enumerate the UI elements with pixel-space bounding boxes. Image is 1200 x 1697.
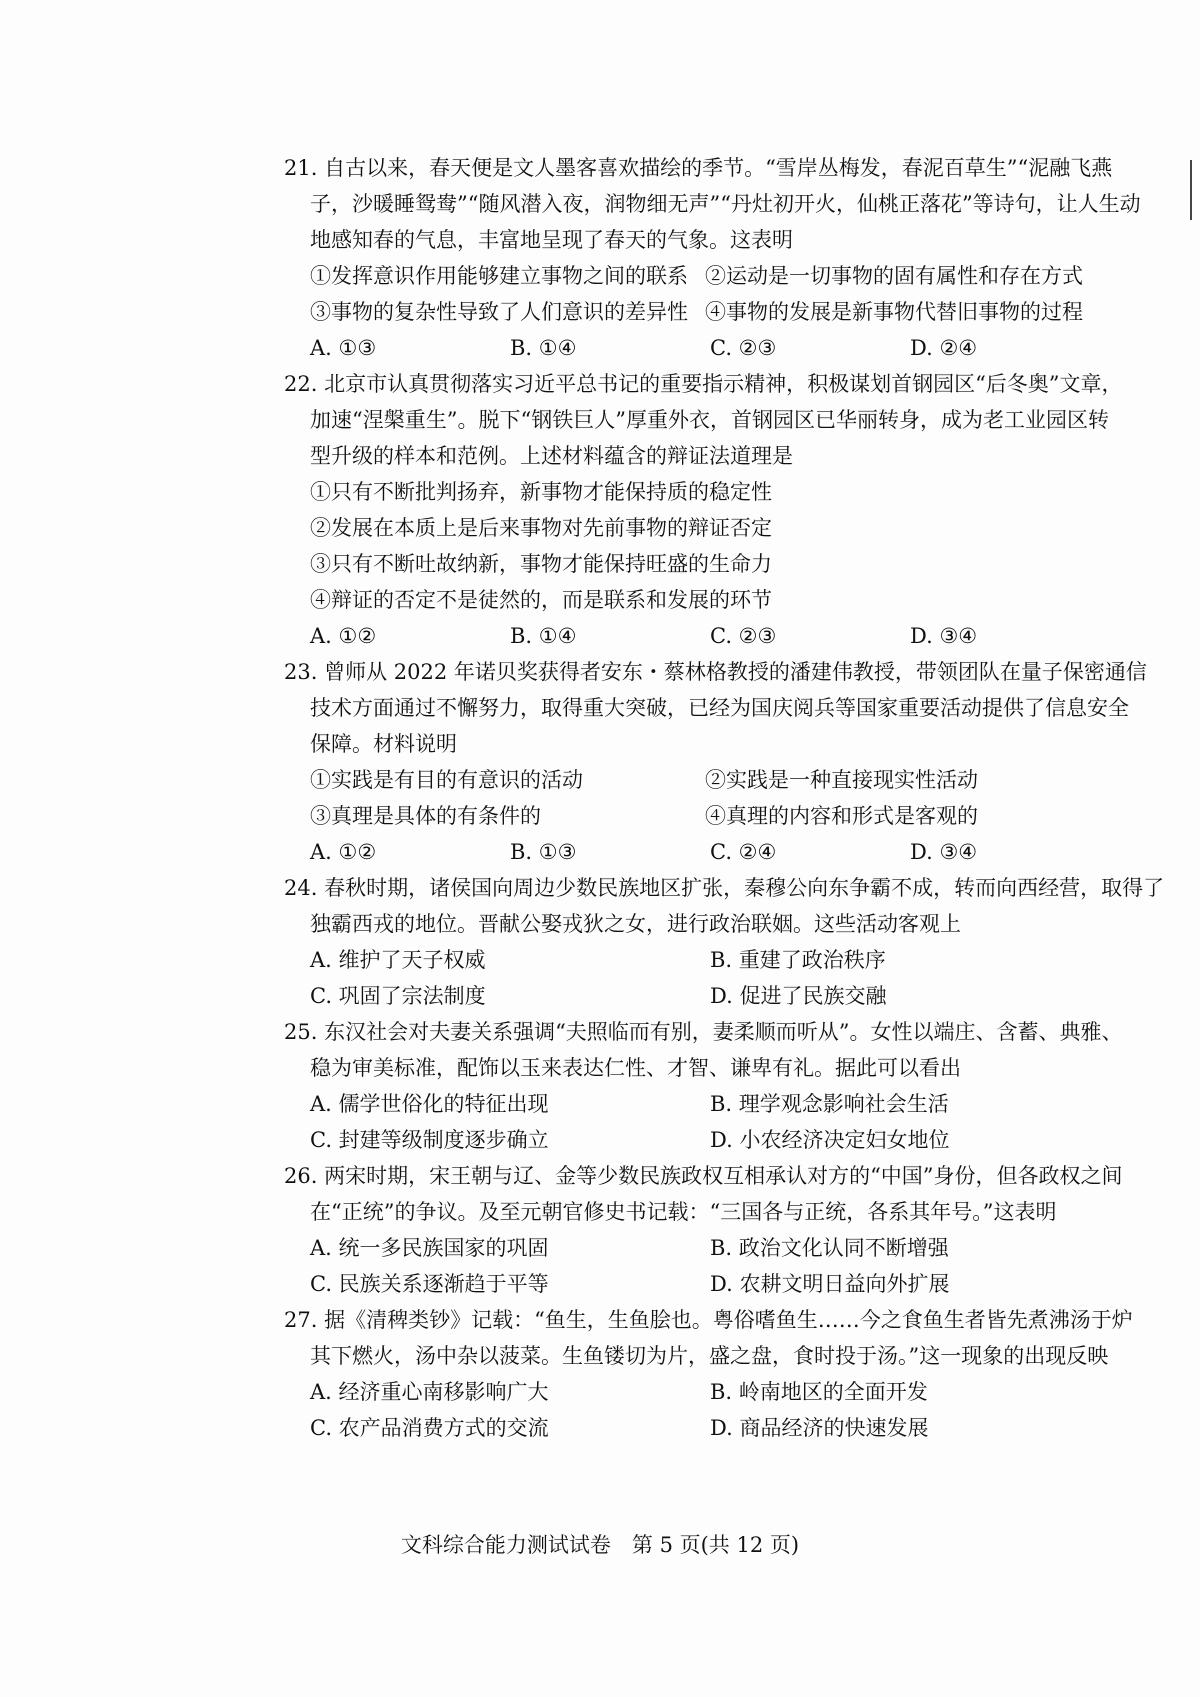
statement: ②发展在本质上是后来事物对先前事物的辩证否定 [310,516,772,540]
question-list [284,150,1170,1446]
statement: ②实践是一种直接现实性活动 [705,768,978,792]
question-line: 地感知春的气息，丰富地呈现了春天的气象。这表明 [310,228,793,252]
question-line: 27. 据《清稗类钞》记载：“鱼生，生鱼脍也。粤俗嗜鱼生……今之食鱼生者皆先煮沸汤于炉 [284,1308,1133,1332]
statement: ③真理是具体的有条件的 [310,804,541,828]
question-line: 子，沙暖睡鸳鸯”“随风潜入夜，润物细无声”“丹灶初开火，仙桃正落花”等诗句，让人生动 [310,192,1141,216]
question-line: 21. 自古以来，春天便是文人墨客喜欢描绘的季节。“雪岸丛梅发，春泥百草生”“泥融飞燕 [284,156,1113,180]
option-row [310,1122,1170,1158]
question-24 [284,870,1170,1014]
question-line: 26. 两宋时期，宋王朝与辽、金等少数民族政权互相承认对方的“中国”身份，但各政权之间 [284,1164,1123,1188]
option: A. 维护了天子权威 [310,948,486,972]
question-line: 其下燃火，汤中杂以菠菜。生鱼镂切为片，盛之盘，食时投于汤。”这一现象的出现反映 [310,1344,1109,1368]
option-row [310,1230,1170,1266]
option: B. ①③ [510,840,577,864]
statement: ②运动是一切事物的固有属性和存在方式 [705,264,1083,288]
option: D. 小农经济决定妇女地位 [710,1128,950,1152]
option-row [310,1266,1170,1302]
statement: ④事物的发展是新事物代替旧事物的过程 [705,300,1083,324]
option: B. ①④ [510,624,577,648]
question-line: 稳为审美标准，配饰以玉来表达仁性、才智、谦卑有礼。据此可以看出 [310,1056,961,1080]
option: A. ①③ [310,336,377,360]
option: C. ②③ [710,336,777,360]
option: A. 统一多民族国家的巩固 [310,1236,549,1260]
question-line: 独霸西戎的地位。晋献公娶戎狄之女，进行政治联姻。这些活动客观上 [310,912,961,936]
option: A. 儒学世俗化的特征出现 [310,1092,549,1116]
question-26 [284,1158,1170,1302]
question-line: 技术方面通过不懈努力，取得重大突破，已经为国庆阅兵等国家重要活动提供了信息安全 [310,696,1129,720]
option: B. 政治文化认同不断增强 [710,1236,949,1260]
option-row [310,330,1170,366]
option: C. 农产品消费方式的交流 [310,1416,549,1440]
statement: ③事物的复杂性导致了人们意识的差异性 [310,300,688,324]
option-row [310,978,1170,1014]
question-22 [284,366,1170,654]
option: B. 理学观念影响社会生活 [710,1092,949,1116]
option-row [310,1086,1170,1122]
option: B. 重建了政治秩序 [710,948,886,972]
option: C. 民族关系逐渐趋于平等 [310,1272,549,1296]
option: C. 巩固了宗法制度 [310,984,486,1008]
statement-row [310,798,1170,834]
statement: ④辩证的否定不是徒然的，而是联系和发展的环节 [310,588,772,612]
question-line: 23. 曾师从 2022 年诺贝奖获得者安东・蔡林格教授的潘建伟教授，带领团队在量子保密通信 [284,660,1147,684]
option: C. ②④ [710,840,777,864]
statement: ①实践是有目的有意识的活动 [310,768,583,792]
option: B. ①④ [510,336,577,360]
page-footer: 文科综合能力测试试卷 第 5 页(共 12 页) [400,1533,800,1557]
question-21 [284,150,1170,366]
option: D. 农耕文明日益向外扩展 [710,1272,950,1296]
option: D. ③④ [910,840,978,864]
option: D. 商品经济的快速发展 [710,1416,929,1440]
question-23 [284,654,1170,870]
question-line: 加速“涅槃重生”。脱下“钢铁巨人”厚重外衣，首钢园区已华丽转身，成为老工业园区转 [310,408,1109,432]
statement: ①只有不断批判扬弃，新事物才能保持质的稳定性 [310,480,772,504]
statement-row [310,762,1170,798]
option: C. 封建等级制度逐步确立 [310,1128,549,1152]
option-row [310,1374,1170,1410]
option: B. 岭南地区的全面开发 [710,1380,928,1404]
question-line: 型升级的样本和范例。上述材料蕴含的辩证法道理是 [310,444,793,468]
statement-row [310,294,1170,330]
option-row [310,1410,1170,1446]
option: C. ②③ [710,624,777,648]
question-line: 在“正统”的争议。及至元朝官修史书记载：“三国各与正统，各系其年号。”这表明 [310,1200,1057,1224]
option: A. ①② [310,840,377,864]
question-25 [284,1014,1170,1158]
option: D. ③④ [910,624,978,648]
question-line: 24. 春秋时期，诸侯国向周边少数民族地区扩张，秦穆公向东争霸不成，转而向西经营，取得了 [284,876,1165,900]
option: A. 经济重心南移影响广大 [310,1380,549,1404]
question-line: 保障。材料说明 [310,732,457,756]
statement: ③只有不断吐故纳新，事物才能保持旺盛的生命力 [310,552,772,576]
statement: ④真理的内容和形式是客观的 [705,804,978,828]
option: A. ①② [310,624,377,648]
question-27 [284,1302,1170,1446]
option: D. ②④ [910,336,978,360]
statement: ①发挥意识作用能够建立事物之间的联系 [310,264,688,288]
scan-edge-mark [1190,160,1192,220]
option-row [310,618,1170,654]
option: D. 促进了民族交融 [710,984,887,1008]
statement-row [310,258,1170,294]
option-row [310,942,1170,978]
question-line: 22. 北京市认真贯彻落实习近平总书记的重要指示精神，积极谋划首钢园区“后冬奥”文章， [284,372,1123,396]
option-row [310,834,1170,870]
question-line: 25. 东汉社会对夫妻关系强调“夫照临而有别，妻柔顺而听从”。女性以端庄、含蓄、典雅、 [284,1020,1123,1044]
